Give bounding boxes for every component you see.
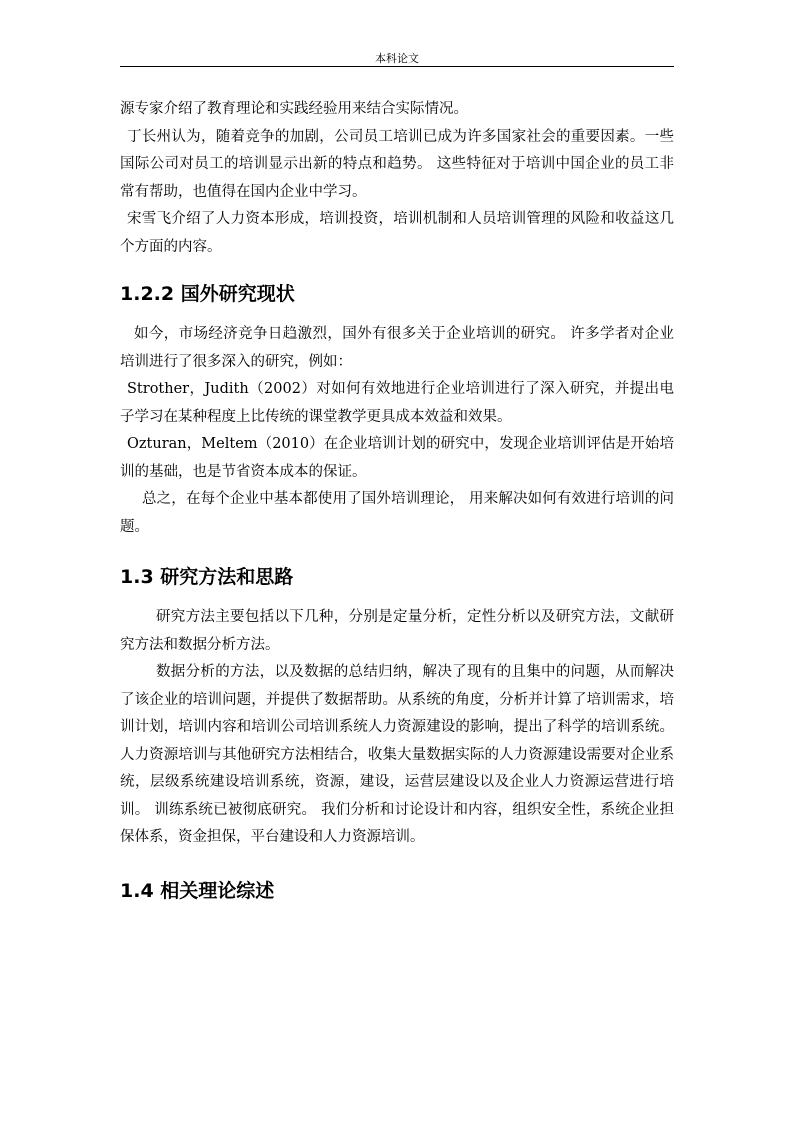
page-header: 本科论文	[375, 52, 419, 65]
document-body	[120, 96, 674, 904]
intro-paragraph-1: 源专家介绍了教育理论和实践经验用来结合实际情况。	[120, 101, 468, 117]
foreign-research-paragraph-2: Strother，Judith（2002）对如何有效地进行企业培训进行了深入研究，并提出电子学习在某种程度上比传统的课堂教学更具成本效益和效果。	[120, 381, 674, 425]
foreign-research-paragraph-4: 总之，在每个企业中基本都使用了国外培训理论， 用来解决如何有效进行培训的问题。	[120, 491, 674, 535]
heading-1-2-2: 1.2.2 国外研究现状	[120, 283, 295, 305]
foreign-research-paragraph-3: Ozturan，Meltem（2010）在企业培训计划的研究中，发现企业培训评估是开始培训的基础，也是节省资本成本的保证。	[120, 436, 674, 480]
header-rule	[120, 66, 674, 67]
heading-1-4: 1.4 相关理论综述	[120, 879, 275, 902]
foreign-research-paragraph-1: 如今，市场经济竞争日趋激烈，国外有很多关于企业培训的研究。 许多学者对企业培训进行了很多深入的研究，例如：	[120, 326, 674, 370]
methods-paragraph-2: 数据分析的方法，以及数据的总结归纳，解决了现有的且集中的问题，从而解决了该企业的培训问题，并提供了数据帮助。从系统的角度，分析并计算了培训需求，培训计划，培训内容和培训公司培训系统人力资源建设的影响，提出了科学的培训系统。人力资源培训与其他研究方法相结合，收集大量数据实际的人力资源建设需要对企业系统，层级系统建设培训系统，资源，建设，运营层建设以及企业人力资源运营进行培训。 训练系统已被彻底研究。 我们分析和讨论设计和内容，组织安全性，系统企业担保体系，资金担保，平台建设和人力资源培训。	[120, 664, 674, 845]
methods-paragraph-1: 研究方法主要包括以下几种，分别是定量分析，定性分析以及研究方法，文献研究方法和数据分析方法。	[120, 609, 674, 653]
heading-1-3: 1.3 研究方法和思路	[120, 566, 294, 588]
intro-paragraph-2: 丁长州认为，随着竞争的加剧，公司员工培训已成为许多国家社会的重要因素。一些国际公司对员工的培训显示出新的特点和趋势。 这些特征对于培训中国企业的员工非常有帮助，也值得在国内企业中学习。	[120, 128, 674, 200]
intro-paragraph-3: 宋雪飞介绍了人力资本形成，培训投资，培训机制和人员培训管理的风险和收益这几个方面的内容。	[120, 211, 674, 255]
